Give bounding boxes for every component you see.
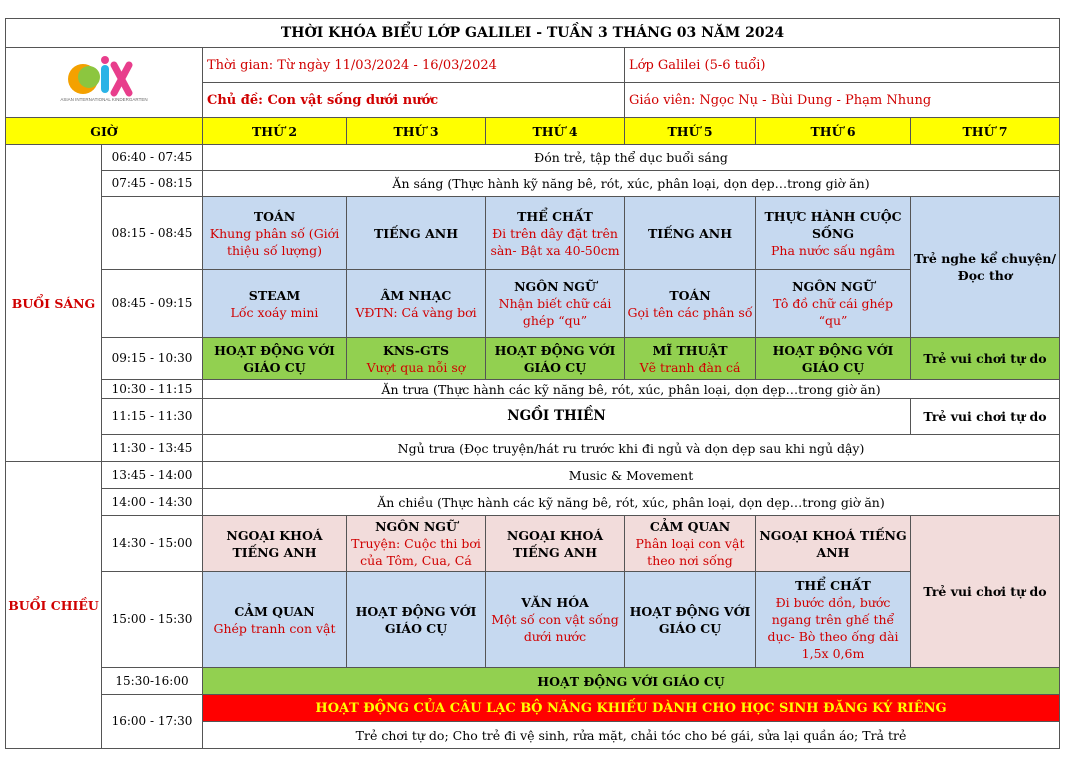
time-slot: 14:00 - 14:30 <box>102 489 203 516</box>
activity-row: NGỒI THIỀN <box>203 399 911 435</box>
lesson-cell: THỂ CHẤT Đi bước dồn, bước ngang trên ghế thể dục- Bò theo ống dài 1,5x 0,6m <box>756 572 911 668</box>
activity-row: Ăn chiều (Thực hành các kỹ năng bê, rót, xúc, phân loại, dọn dẹp…trong giờ ăn) <box>203 489 1060 516</box>
lesson-cell: TOÁN Khung phân số (Giới thiệu số lượng) <box>203 197 347 270</box>
time-slot: 09:15 - 10:30 <box>102 338 203 380</box>
lesson-cell: HOẠT ĐỘNG VỚI GIÁO CỤ <box>347 572 486 668</box>
header-day: THỨ 3 <box>347 118 486 145</box>
lesson-cell: NGÔN NGỮ Truyện: Cuộc thi bơi của Tôm, Cua, Cá <box>347 516 486 572</box>
lesson-cell: HOẠT ĐỘNG VỚI GIÁO CỤ <box>203 338 347 380</box>
lesson-cell: STEAM Lốc xoáy mini <box>203 270 347 338</box>
activity-row: Music & Movement <box>203 462 1060 489</box>
lesson-cell: VĂN HÓA Một số con vật sống dưới nước <box>486 572 625 668</box>
lesson-cell: NGOẠI KHOÁ TIẾNG ANH <box>486 516 625 572</box>
activity-row: Đón trẻ, tập thể dục buổi sáng <box>203 145 1060 171</box>
lesson-cell: NGÔN NGỮ Tô đồ chữ cái ghép “qu” <box>756 270 911 338</box>
lesson-cell: Trẻ vui chơi tự do <box>911 338 1060 380</box>
time-slot: 13:45 - 14:00 <box>102 462 203 489</box>
time-slot: 06:40 - 07:45 <box>102 145 203 171</box>
lesson-cell: NGOẠI KHOÁ TIẾNG ANH <box>203 516 347 572</box>
saturday-afternoon-cell: Trẻ vui chơi tự do <box>911 516 1060 668</box>
time-slot: 16:00 - 17:30 <box>102 695 203 749</box>
activity-row: Trẻ chơi tự do; Cho trẻ đi vệ sinh, rửa mặt, chải tóc cho bé gái, sửa lại quần áo; Trả trẻ <box>203 722 1060 749</box>
header-day: THỨ 2 <box>203 118 347 145</box>
activity-row: Ngủ trưa (Đọc truyện/hát ru trước khi đi ngủ và dọn dẹp sau khi ngủ dậy) <box>203 435 1060 462</box>
page-title: THỜI KHÓA BIỂU LỚP GALILEI - TUẦN 3 THÁNG 03 NĂM 2024 <box>6 19 1060 48</box>
session-afternoon: BUỔI CHIỀU <box>6 462 102 749</box>
time-slot: 10:30 - 11:15 <box>102 380 203 399</box>
lesson-cell: TIẾNG ANH <box>625 197 756 270</box>
time-slot: 08:15 - 08:45 <box>102 197 203 270</box>
lesson-cell: NGOẠI KHOÁ TIẾNG ANH <box>756 516 911 572</box>
lesson-cell: TIẾNG ANH <box>347 197 486 270</box>
time-slot: 08:45 - 09:15 <box>102 270 203 338</box>
lesson-cell: THỰC HÀNH CUỘC SỐNG Pha nước sấu ngâm <box>756 197 911 270</box>
time-slot: 15:00 - 15:30 <box>102 572 203 668</box>
aik-logo <box>59 53 149 109</box>
header-row <box>6 118 1060 145</box>
logo-subtext: ASIAN INTERNATIONAL KINDERGARTEN <box>60 96 148 102</box>
header-day: THỨ 7 <box>911 118 1060 145</box>
time-slot: 11:30 - 13:45 <box>102 435 203 462</box>
lesson-cell: HOẠT ĐỘNG VỚI GIÁO CỤ <box>625 572 756 668</box>
class-name: Lớp Galilei (5-6 tuổi) <box>625 48 1060 83</box>
activity-row: Ăn trưa (Thực hành các kỹ năng bê, rót, xúc, phân loại, dọn dẹp…trong giờ ăn) <box>203 380 1060 399</box>
lesson-cell: MĨ THUẬT Vẽ tranh đàn cá <box>625 338 756 380</box>
date-range: Thời gian: Từ ngày 11/03/2024 - 16/03/2024 <box>203 48 625 83</box>
lesson-cell: HOẠT ĐỘNG VỚI GIÁO CỤ <box>756 338 911 380</box>
time-slot: 14:30 - 15:00 <box>102 516 203 572</box>
lesson-cell: ÂM NHẠC VĐTN: Cá vàng bơi <box>347 270 486 338</box>
session-morning: BUỔI SÁNG <box>6 145 102 462</box>
saturday-cell: Trẻ vui chơi tự do <box>911 399 1060 435</box>
time-slot: 07:45 - 08:15 <box>102 171 203 197</box>
timetable <box>5 18 1060 749</box>
header-day: THỨ 4 <box>486 118 625 145</box>
activity-row: HOẠT ĐỘNG VỚI GIÁO CỤ <box>203 668 1060 695</box>
lesson-cell: HOẠT ĐỘNG VỚI GIÁO CỤ <box>486 338 625 380</box>
saturday-morning-cell: Trẻ nghe kể chuyện/Đọc thơ <box>911 197 1060 338</box>
header-day: THỨ 6 <box>756 118 911 145</box>
lesson-cell: THỂ CHẤT Đi trên dây đặt trên sàn- Bật xa 40-50cm <box>486 197 625 270</box>
theme: Chủ đề: Con vật sống dưới nước <box>203 83 625 118</box>
club-banner: HOẠT ĐỘNG CỦA CÂU LẠC BỘ NĂNG KHIẾU DÀNH CHO HỌC SINH ĐĂNG KÝ RIÊNG <box>203 695 1060 722</box>
lesson-cell: CẢM QUAN Phân loại con vật theo nơi sống <box>625 516 756 572</box>
header-day: THỨ 5 <box>625 118 756 145</box>
time-slot: 11:15 - 11:30 <box>102 399 203 435</box>
activity-row: Ăn sáng (Thực hành kỹ năng bê, rót, xúc, phân loại, dọn dẹp…trong giờ ăn) <box>203 171 1060 197</box>
header-time: GIỜ <box>6 118 203 145</box>
lesson-cell: CẢM QUAN Ghép tranh con vật <box>203 572 347 668</box>
lesson-cell: NGÔN NGỮ Nhận biết chữ cái ghép “qu” <box>486 270 625 338</box>
teachers: Giáo viên: Ngọc Nụ - Bùi Dung - Phạm Nhung <box>625 83 1060 118</box>
logo-cell <box>6 48 203 118</box>
lesson-cell: TOÁN Gọi tên các phân số <box>625 270 756 338</box>
time-slot: 15:30-16:00 <box>102 668 203 695</box>
lesson-cell: KNS-GTS Vượt qua nỗi sợ <box>347 338 486 380</box>
